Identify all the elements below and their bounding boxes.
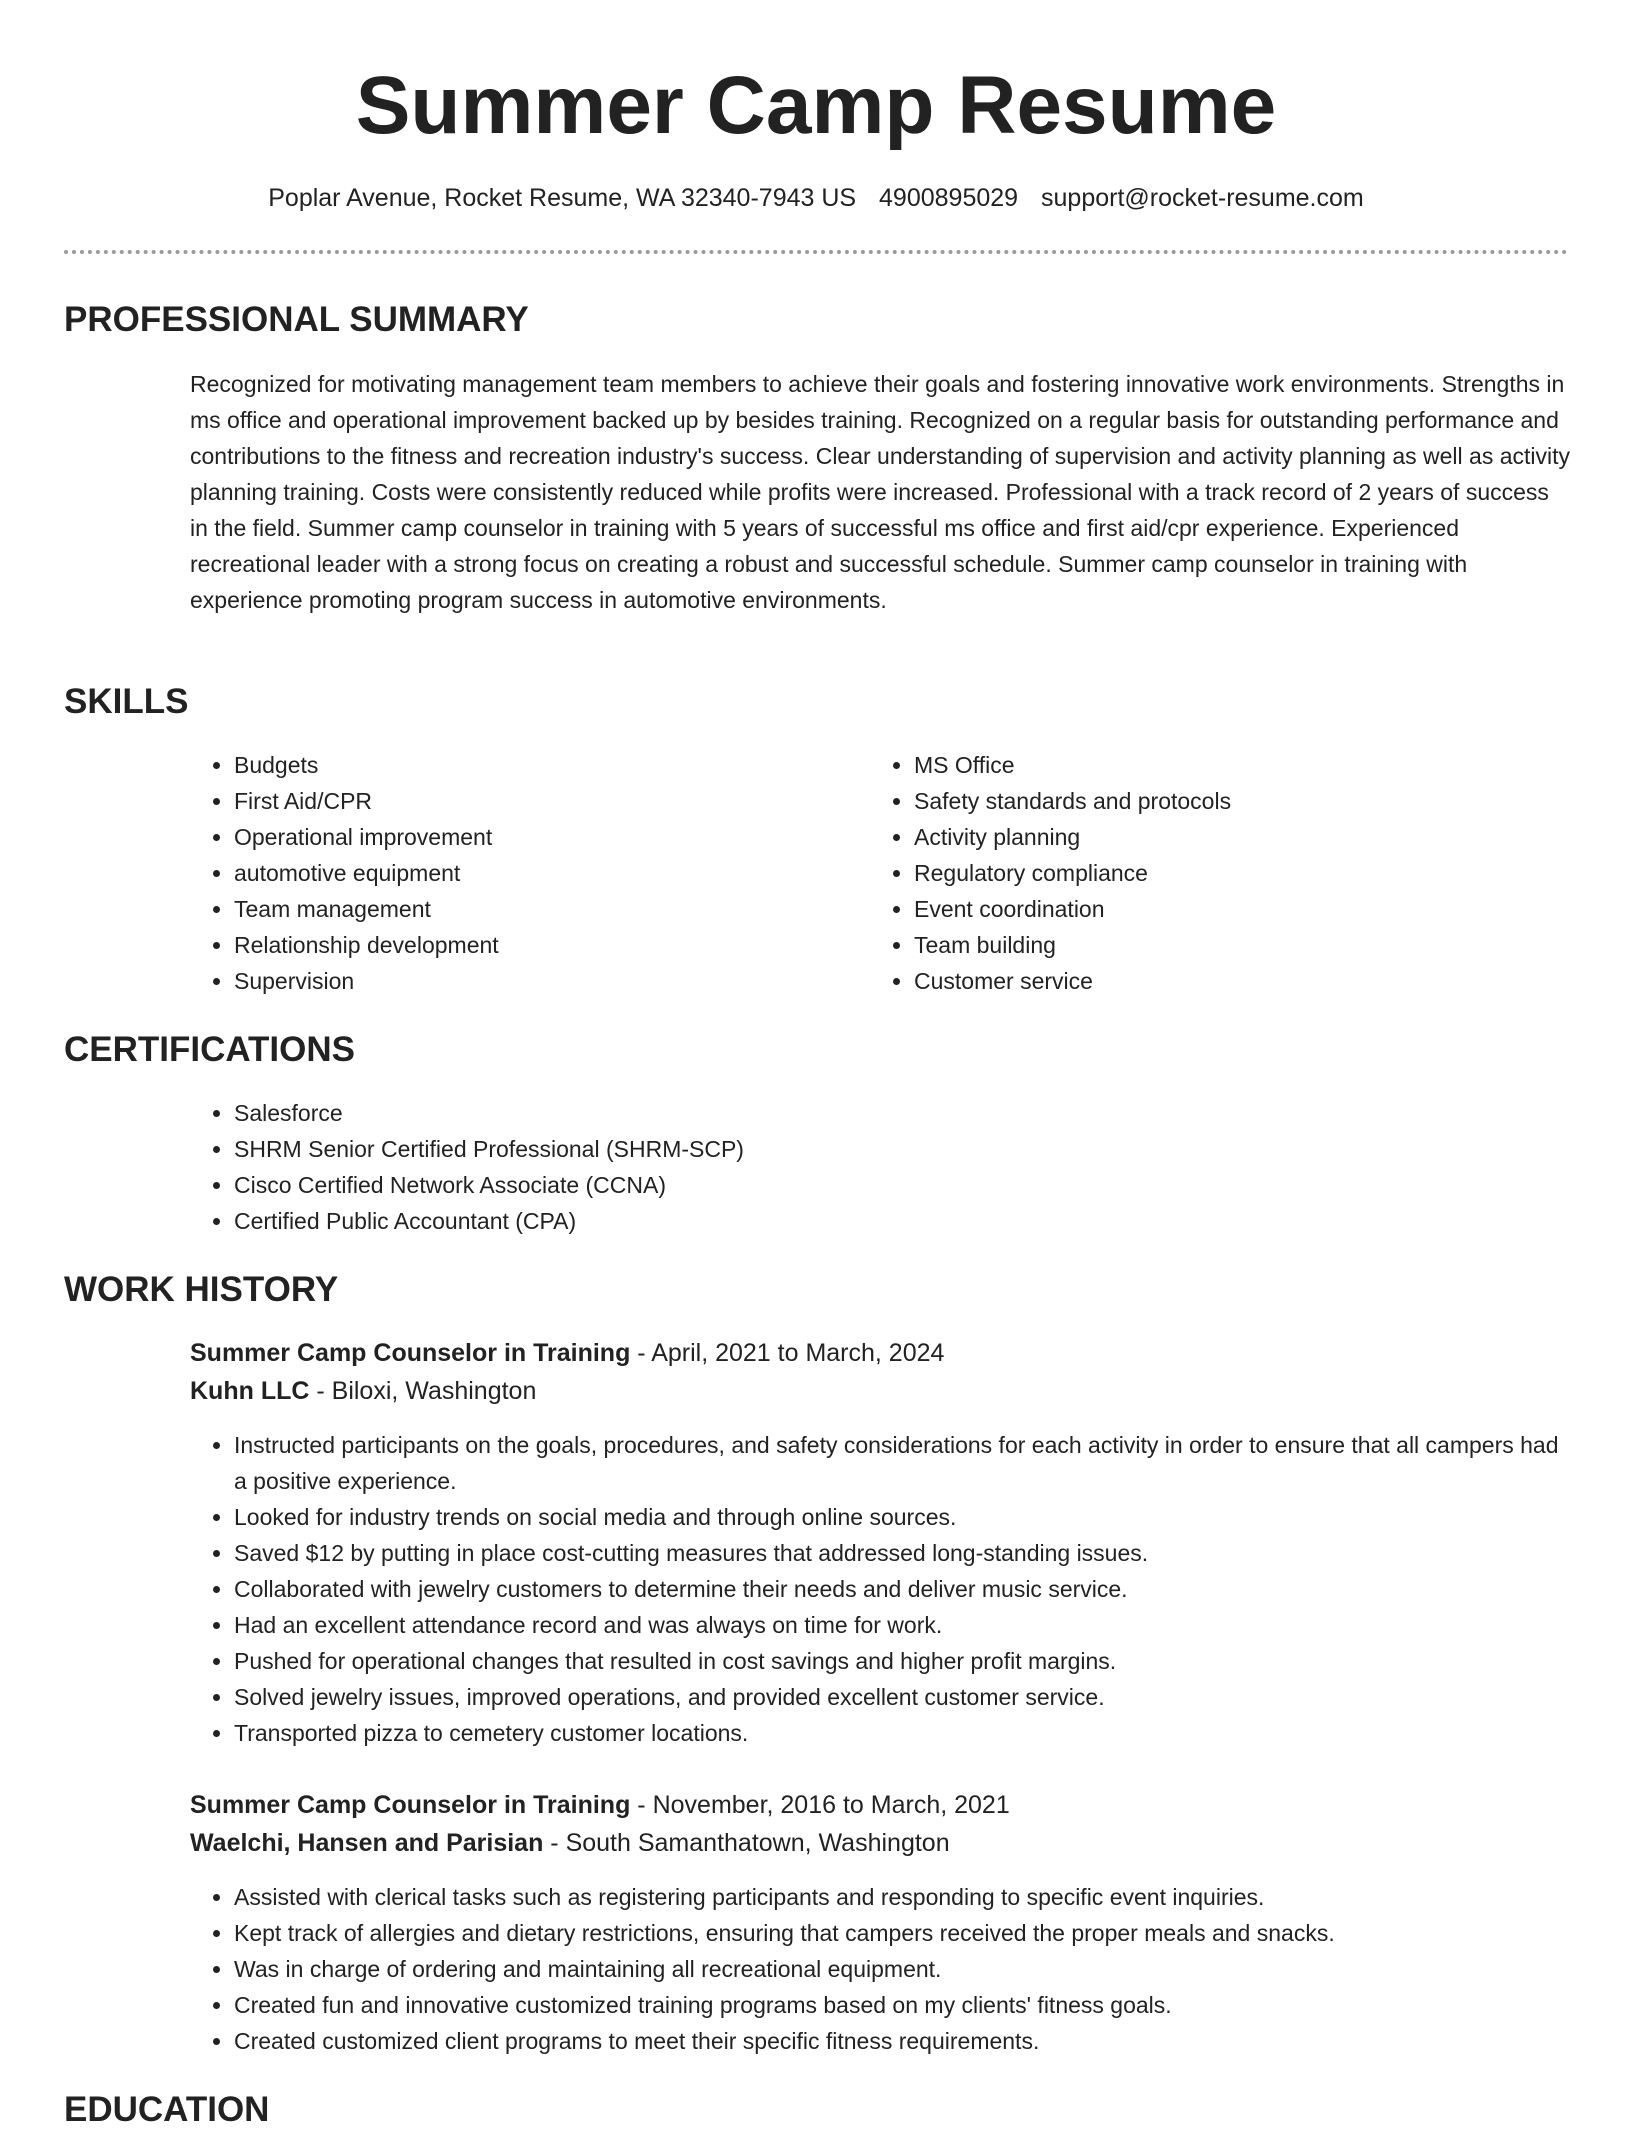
resume-title: Summer Camp Resume <box>355 60 1277 151</box>
skills-heading: SKILLS <box>64 682 189 721</box>
job-duty: • Solved jewelry issues, improved operations, and provided excellent customer service. <box>234 1679 1570 1715</box>
skill-item: • Team building <box>914 927 1570 963</box>
summary-text: Recognized for motivating management team members to achieve their goals and fostering innovative work environments. Strengths in ms office and operational improvement backed up by besides training. Recognized on a regular basis for outstanding performance and contributions to the fitness and recreation industry's success. Clear understanding of supervision and activity planning as well as activity planning training. Costs were consistently reduced while profits were increased. Professional with a track record of 2 years of success in the field. Summer camp counselor in training with 5 years of successful ms office and first aid/cpr experience. Experienced recreational leader with a strong focus on creating a robust and successful schedule. Summer camp counselor in training with experience promoting program success in automotive environments. <box>190 371 1570 613</box>
certification-item: • Cisco Certified Network Associate (CCNA) <box>234 1167 1570 1203</box>
skill-item: • Budgets <box>234 747 830 783</box>
skill-item: • MS Office <box>914 747 1570 783</box>
job-location: - Biloxi, Washington <box>309 1377 537 1405</box>
skill-item: • Customer service <box>914 963 1570 999</box>
certification-item: • Salesforce <box>234 1095 1570 1131</box>
certifications-heading: CERTIFICATIONS <box>64 1030 356 1069</box>
job-position: Summer Camp Counselor in Training <box>190 1791 631 1819</box>
skill-item: • Supervision <box>234 963 830 999</box>
skill-item: • Regulatory compliance <box>914 855 1570 891</box>
contact-address: Poplar Avenue, Rocket Resume, WA 32340-7943 US <box>268 184 857 212</box>
contact-line <box>0 180 1632 216</box>
skill-item: • Relationship development <box>234 927 830 963</box>
job-company: Waelchi, Hansen and Parisian <box>190 1829 544 1857</box>
skill-item: • Safety standards and protocols <box>914 783 1570 819</box>
skills-column-left <box>190 747 830 999</box>
job-entry <box>190 1786 1570 2059</box>
job-duty: • Kept track of allergies and dietary restrictions, ensuring that campers received the proper meals and snacks. <box>234 1915 1570 1951</box>
job-duty: • Saved $12 by putting in place cost-cutting measures that addressed long-standing issues. <box>234 1535 1570 1571</box>
job-duty: • Pushed for operational changes that resulted in cost savings and higher profit margins. <box>234 1643 1570 1679</box>
skill-item: • Activity planning <box>914 819 1570 855</box>
skill-item: • Event coordination <box>914 891 1570 927</box>
job-location: - South Samanthatown, Washington <box>543 1829 950 1857</box>
header-divider <box>64 250 1568 254</box>
summary-heading: PROFESSIONAL SUMMARY <box>64 300 529 339</box>
job-duty: • Created fun and innovative customized training programs based on my clients' fitness goals. <box>234 1987 1570 2023</box>
job-duties <box>190 1879 1570 2059</box>
skill-item: • automotive equipment <box>234 855 830 891</box>
contact-email: support@rocket-resume.com <box>1041 184 1364 212</box>
job-duty: • Created customized client programs to meet their specific fitness requirements. <box>234 2023 1570 2059</box>
job-title-line <box>190 1786 1570 1824</box>
job-position: Summer Camp Counselor in Training <box>190 1339 631 1367</box>
job-title-line <box>190 1334 1570 1372</box>
contact-phone: 4900895029 <box>879 184 1019 212</box>
job-duty: • Was in charge of ordering and maintaining all recreational equipment. <box>234 1951 1570 1987</box>
job-duty: • Had an excellent attendance record and was always on time for work. <box>234 1607 1570 1643</box>
skill-item: • Team management <box>234 891 830 927</box>
job-company: Kuhn LLC <box>190 1377 310 1405</box>
job-duty: • Instructed participants on the goals, procedures, and safety considerations for each activity in order to ensure that all campers had a positive experience. <box>234 1427 1570 1499</box>
certification-item: • Certified Public Accountant (CPA) <box>234 1203 1570 1239</box>
skill-item: • First Aid/CPR <box>234 783 830 819</box>
job-duty: • Collaborated with jewelry customers to determine their needs and deliver music service. <box>234 1571 1570 1607</box>
job-duty: • Assisted with clerical tasks such as registering participants and responding to specific event inquiries. <box>234 1879 1570 1915</box>
job-duties <box>190 1427 1570 1751</box>
skills-column-right <box>870 747 1570 999</box>
job-entry <box>190 1334 1570 1751</box>
job-dates: - April, 2021 to March, 2024 <box>630 1339 945 1367</box>
skill-item: • Operational improvement <box>234 819 830 855</box>
job-company-line <box>190 1372 1570 1410</box>
job-duty: • Transported pizza to cemetery customer locations. <box>234 1715 1570 1751</box>
education-heading: EDUCATION <box>64 2090 270 2129</box>
job-dates: - November, 2016 to March, 2021 <box>630 1791 1010 1819</box>
certifications-list <box>190 1095 1570 1239</box>
certification-item: • SHRM Senior Certified Professional (SHRM-SCP) <box>234 1131 1570 1167</box>
job-company-line <box>190 1824 1570 1862</box>
job-duty: • Looked for industry trends on social media and through online sources. <box>234 1499 1570 1535</box>
work-history-heading: WORK HISTORY <box>64 1270 339 1309</box>
